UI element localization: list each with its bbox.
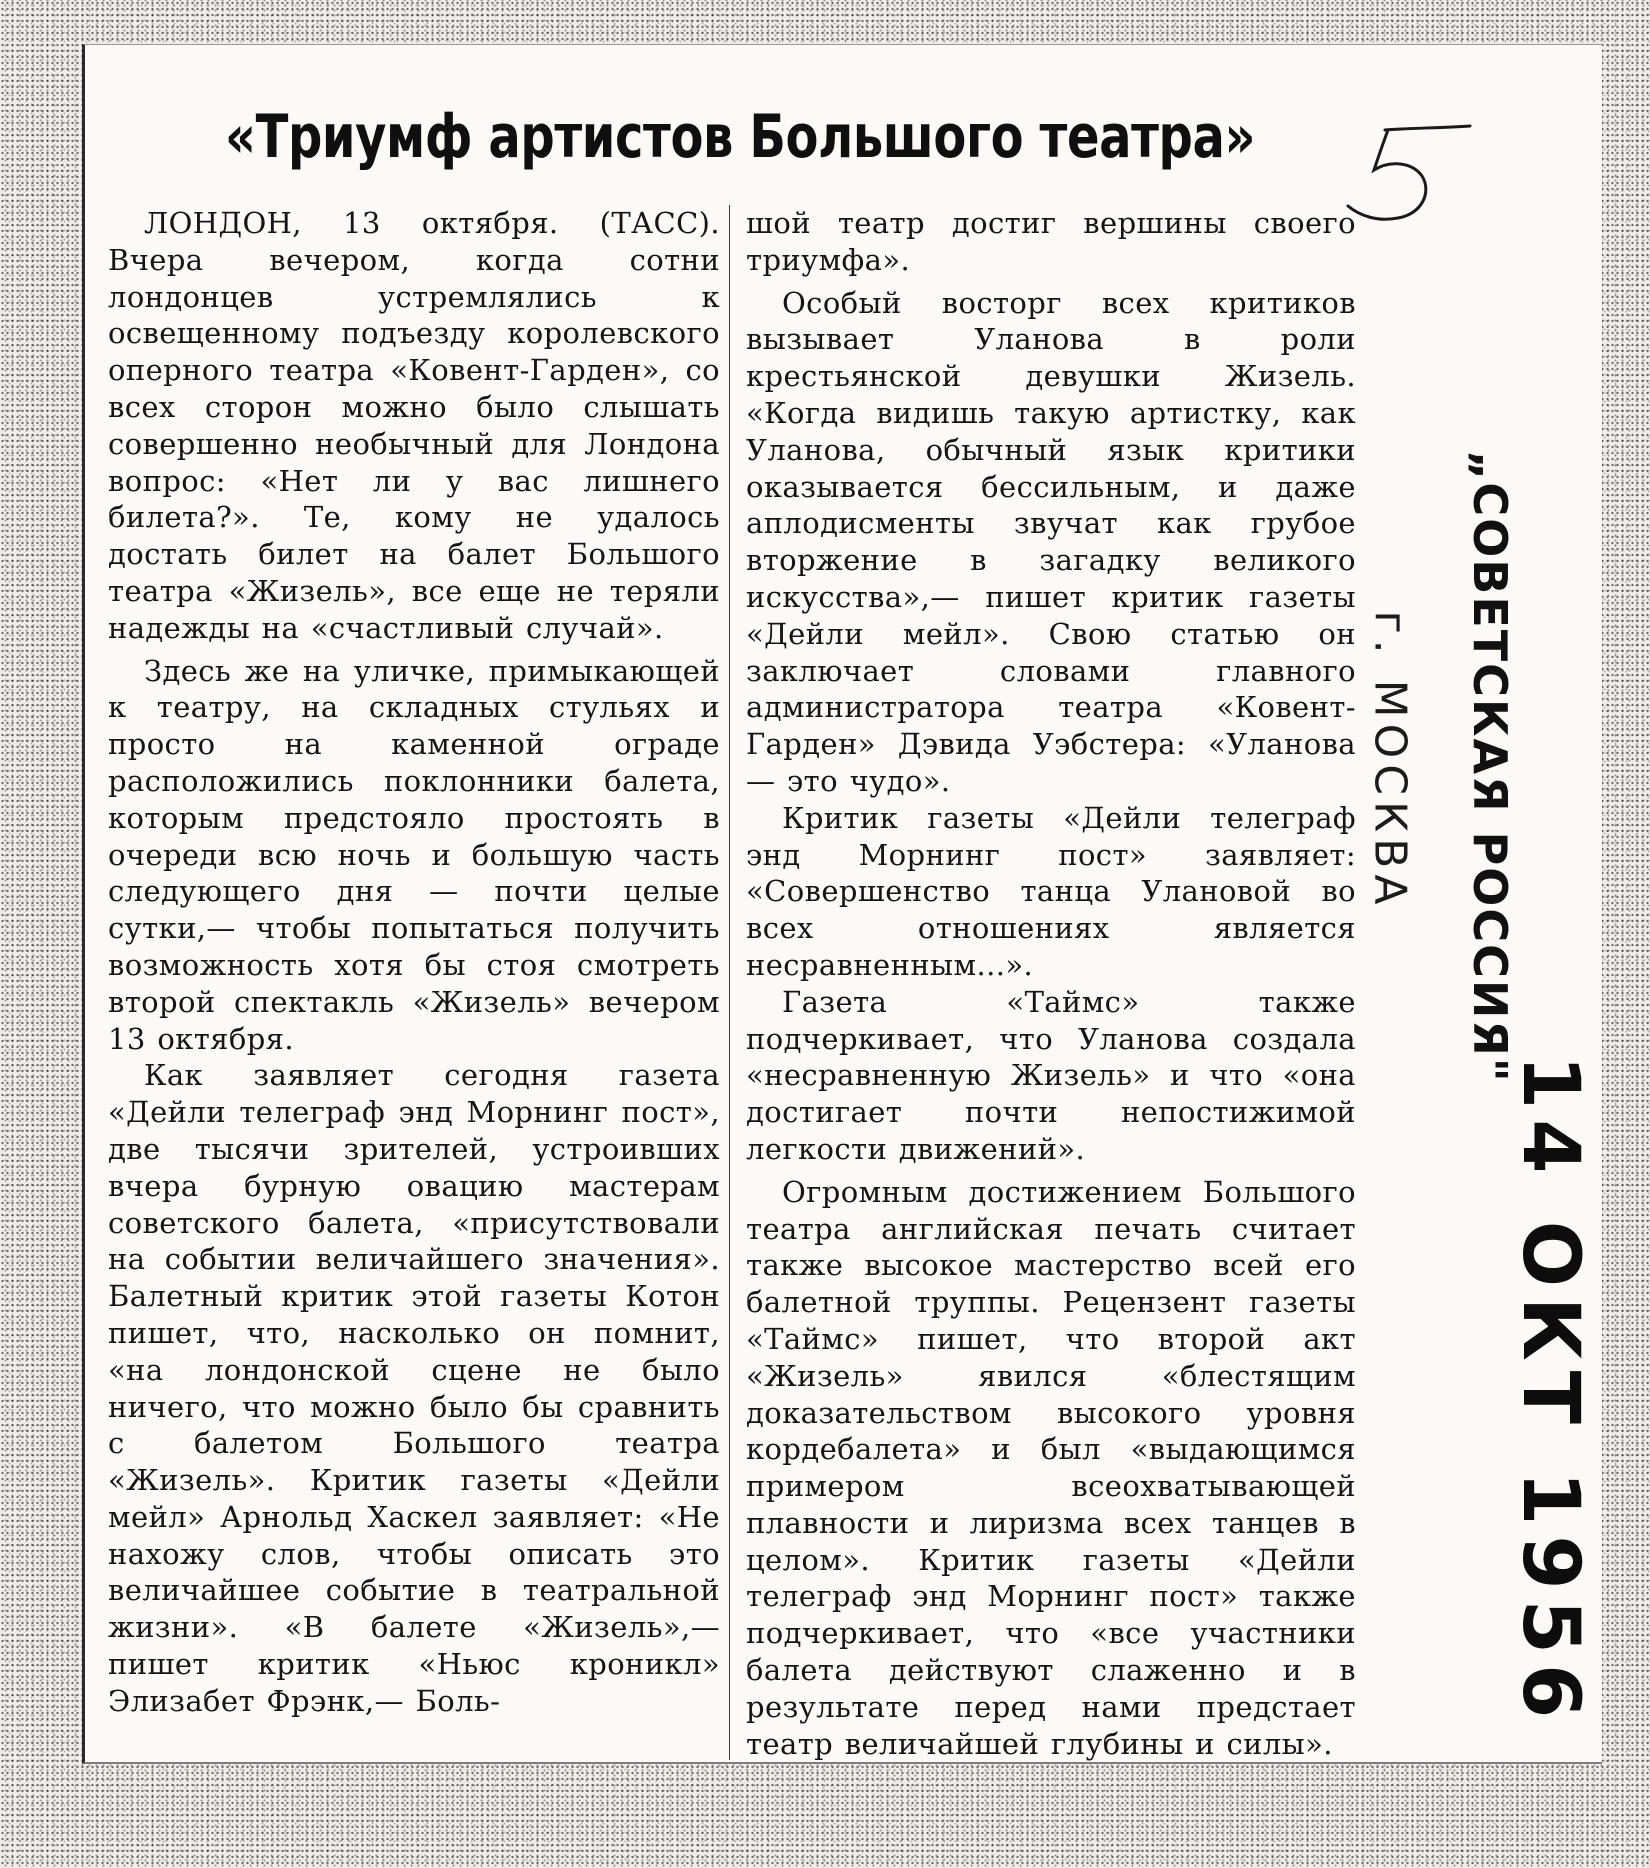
article-right-column <box>746 205 1356 1762</box>
article-left-column <box>108 205 720 1720</box>
column-divider <box>729 205 730 1760</box>
article-paragraph: Огромным достижением Большого театра английская печать считает также высокое мастерство всей его балетной труппы. Рецензент газеты «Таймс» пишет, что второй акт «Жизель» явился «блестящим доказательством высокого уровня кордебалета» и был «выдающимся примером всеохватывающей плавности и лиризма всех танцев в целом». Критик газеты «Дейли телеграф энд Морнинг пост» также подчеркивает, что «все участники балета действуют слаженно и в результате перед нами предстает театр величайшей глубины и силы». <box>746 1174 1356 1761</box>
article-paragraph: Критик газеты «Дейли телеграф энд Морнинг пост» заявляет: «Совершенство танца Улановой во всех отношениях является несравненным...». <box>746 800 1356 982</box>
stamp-city: г. МОСКВА <box>1364 610 1416 911</box>
article-headline: «Триумф артистов Большого театра» <box>225 102 1256 172</box>
stamp-date: 14 ОКТ 1956 <box>1505 1055 1595 1729</box>
article-paragraph: Здесь же на уличке, примыкающей к театру, на складных стульях и просто на каменной ограде расположились поклонники балета, которым предстояло простоять в очереди всю ночь и большую часть следующего дня — почти целые сутки,— чтобы попытаться получить возможность хотя бы стоя смотреть второй спектакль «Жизель» вечером 13 октября. <box>108 653 720 1056</box>
article-paragraph: ЛОНДОН, 13 октября. (ТАСС). Вчера вечером, когда сотни лондонцев устремлялись к освещенному подъезду королевского оперного театра «Ковент-Гарден», со всех сторон можно было слышать совершенно необычный для Лондона вопрос: «Нет ли у вас лишнего билета?». Те, кому не удалось достать билет на балет Большого театра «Жизель», все еще не теряли надежды на «счастливый случай». <box>108 206 720 645</box>
stamp-newspaper-name: „СОВЕТСКАЯ РОССИЯ" <box>1463 450 1517 1084</box>
article-paragraph: шой театр достиг вершины своего триумфа». <box>746 206 1356 277</box>
article-paragraph: Как заявляет сегодня газета «Дейли телеграф энд Морнинг пост», две тысячи зрителей, устроивших вчера бурную овацию мастерам советского балета, «присутствовали на событии величайшего значения». Балетный критик этой газеты Котон пишет, что, насколько он помнит, «на лондонской сцене не было ничего, что можно было бы сравнить с балетом Большого театра «Жизель». Критик газеты «Дейли мейл» Арнольд Хаскел заявляет: «Не нахожу слов, чтобы описать это величайшее событие в театральной жизни». «В балете «Жизель»,— пишет критик «Ньюс кроникл» Элизабет Фрэнк,— Боль- <box>108 1058 720 1718</box>
article-paragraph: Газета «Таймс» также подчеркивает, что Уланова создала «несравненную Жизель» и что «она достигает почти непостижимой легкости движений». <box>746 984 1356 1166</box>
article-paragraph: Особый восторг всех критиков вызывает Уланова в роли крестьянской девушки Жизель. «Когда видишь такую артистку, как Уланова, обычный язык критики оказывается бессильным, и даже аплодисменты звучат как грубое вторжение в загадку великого искусства»,— пишет критик газеты «Дейли мейл». Свою статью он заключает словами главного администратора театра «Ковент-Гарден» Дэвида Уэбстера: «Уланова — это чудо». <box>746 285 1356 798</box>
